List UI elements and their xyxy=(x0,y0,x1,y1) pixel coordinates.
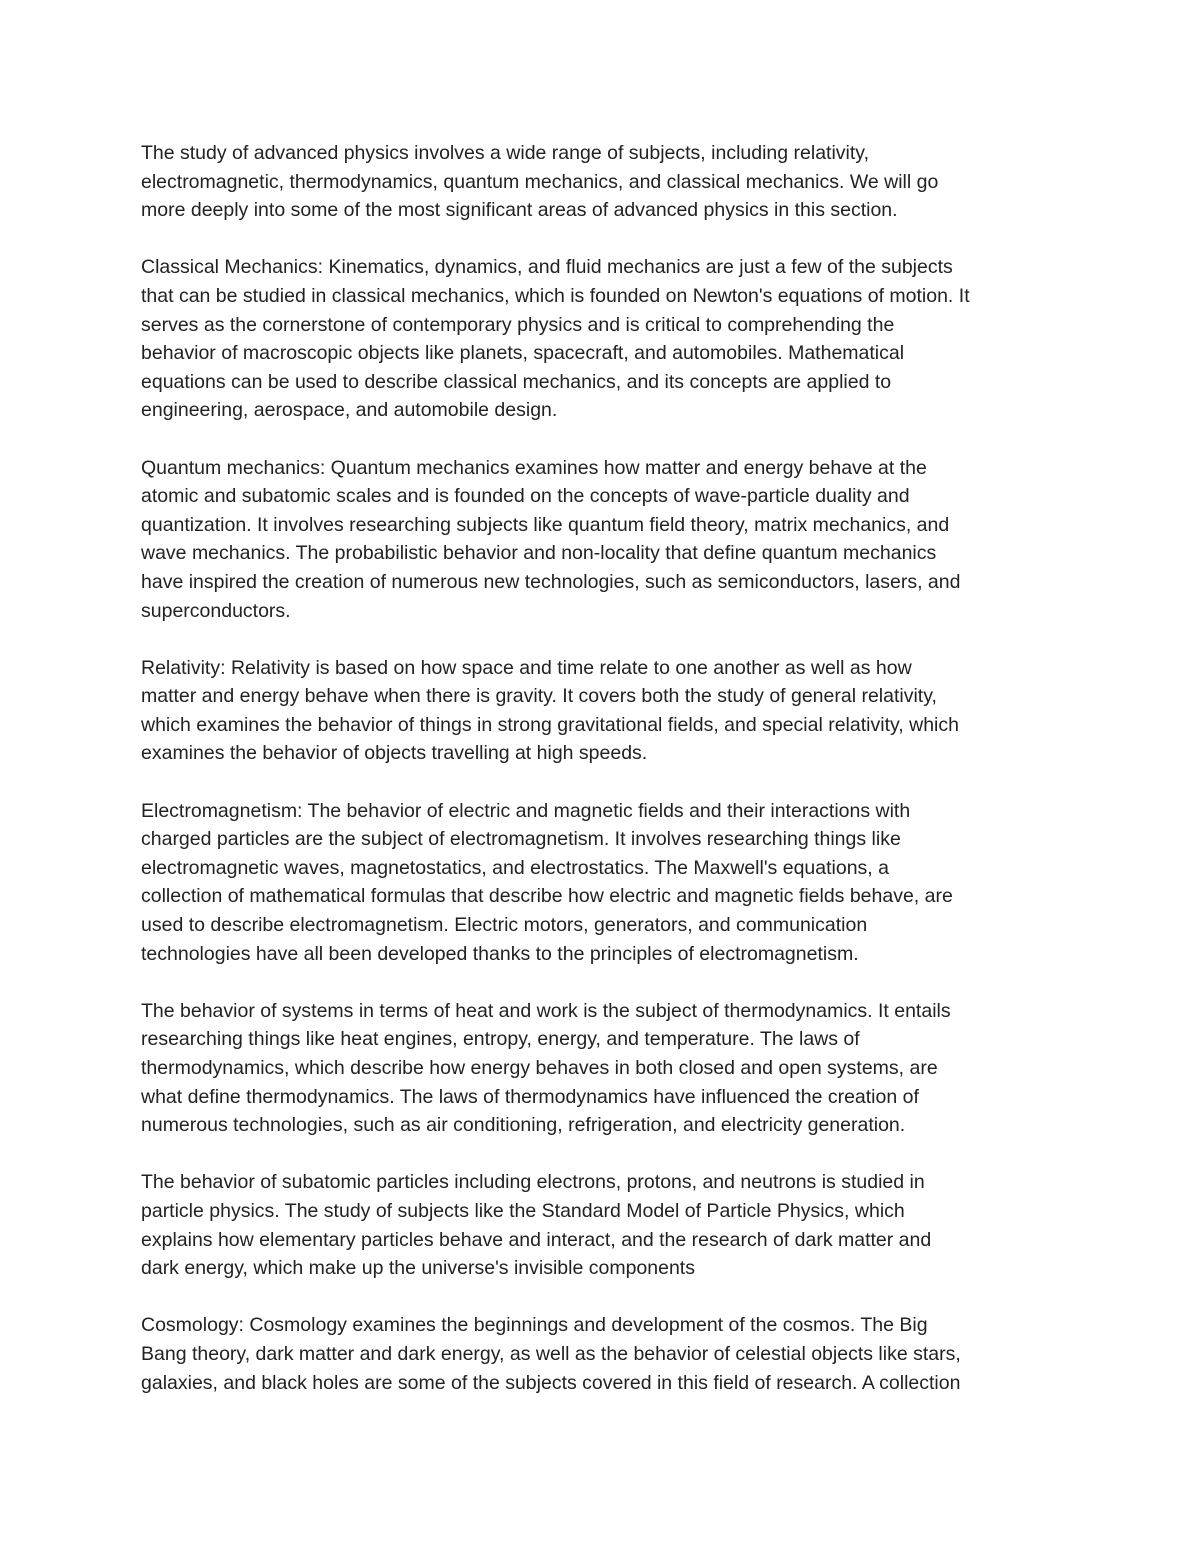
text-line: particle physics. The study of subjects like the Standard Model of Particle Physics, which xyxy=(141,1199,905,1222)
text-line: electromagnetic, thermodynamics, quantum mechanics, and classical mechanics. We will go xyxy=(141,170,939,193)
text-line: serves as the cornerstone of contemporary physics and is critical to comprehending the xyxy=(141,313,895,336)
text-line: electromagnetic waves, magnetostatics, and electrostatics. The Maxwell's equations, a xyxy=(141,856,889,879)
text-line: numerous technologies, such as air conditioning, refrigeration, and electricity generation. xyxy=(141,1114,906,1137)
text-line: Quantum mechanics: Quantum mechanics examines how matter and energy behave at the xyxy=(141,456,927,479)
text-line: engineering, aerospace, and automobile design. xyxy=(141,399,558,422)
text-line: technologies have all been developed thanks to the principles of electromagnetism. xyxy=(141,942,859,965)
text-line: explains how elementary particles behave and interact, and the research of dark matter and xyxy=(141,1228,932,1251)
text-line: dark energy, which make up the universe's invisible components xyxy=(141,1257,695,1280)
text-line: researching things like heat engines, entropy, energy, and temperature. The laws of xyxy=(141,1028,860,1051)
text-line: Classical Mechanics: Kinematics, dynamics, and fluid mechanics are just a few of the subjects xyxy=(141,256,953,279)
text-line: Cosmology: Cosmology examines the beginnings and development of the cosmos. The Big xyxy=(141,1314,928,1337)
text-line: charged particles are the subject of electromagnetism. It involves researching things like xyxy=(141,828,901,851)
text-line: Bang theory, dark matter and dark energy, as well as the behavior of celestial objects like stars, xyxy=(141,1342,961,1365)
text-line: galaxies, and black holes are some of the subjects covered in this field of research. A collection xyxy=(141,1371,961,1394)
text-line: matter and energy behave when there is gravity. It covers both the study of general relativity, xyxy=(141,685,937,708)
text-line: The behavior of subatomic particles including electrons, protons, and neutrons is studied in xyxy=(141,1171,925,1194)
text-line: The study of advanced physics involves a wide range of subjects, including relativity, xyxy=(141,142,870,164)
text-line: more deeply into some of the most significant areas of advanced physics in this section. xyxy=(141,199,898,222)
text-line: that can be studied in classical mechanics, which is founded on Newton's equations of motion. It xyxy=(141,284,970,307)
text-line: wave mechanics. The probabilistic behavior and non-locality that define quantum mechanics xyxy=(141,542,937,565)
text-line: behavior of macroscopic objects like planets, spacecraft, and automobiles. Mathematical xyxy=(141,342,905,365)
document-body xyxy=(141,139,1071,1397)
paragraph-thermodynamics xyxy=(141,997,1071,1140)
text-line: The behavior of systems in terms of heat and work is the subject of thermodynamics. It entails xyxy=(141,999,951,1022)
text-line: have inspired the creation of numerous new technologies, such as semiconductors, lasers, and xyxy=(141,570,961,593)
text-line: Electromagnetism: The behavior of electric and magnetic fields and their interactions with xyxy=(141,799,911,822)
text-line: thermodynamics, which describe how energy behaves in both closed and open systems, are xyxy=(141,1057,938,1079)
paragraph-electromagnetism xyxy=(141,797,1071,969)
paragraph-relativity xyxy=(141,654,1071,768)
paragraph-classical-mechanics xyxy=(141,253,1071,425)
paragraph-particle-physics xyxy=(141,1168,1071,1282)
text-line: what define thermodynamics. The laws of thermodynamics have influenced the creation of xyxy=(141,1085,919,1108)
text-line: atomic and subatomic scales and is founded on the concepts of wave-particle duality and xyxy=(141,485,910,508)
text-line: superconductors. xyxy=(141,599,291,622)
paragraph-quantum-mechanics xyxy=(141,454,1071,626)
paragraph-intro xyxy=(141,139,1071,225)
paragraph-cosmology xyxy=(141,1311,1071,1397)
text-line: collection of mathematical formulas that describe how electric and magnetic fields behave, are xyxy=(141,885,953,908)
text-line: quantization. It involves researching subjects like quantum field theory, matrix mechanics, and xyxy=(141,513,950,536)
text-line: examines the behavior of objects travelling at high speeds. xyxy=(141,742,648,765)
text-line: Relativity: Relativity is based on how space and time relate to one another as well as how xyxy=(141,656,912,679)
text-line: equations can be used to describe classical mechanics, and its concepts are applied to xyxy=(141,370,892,393)
text-line: which examines the behavior of things in strong gravitational fields, and special relativity, which xyxy=(141,713,959,736)
text-line: used to describe electromagnetism. Electric motors, generators, and communication xyxy=(141,914,868,937)
